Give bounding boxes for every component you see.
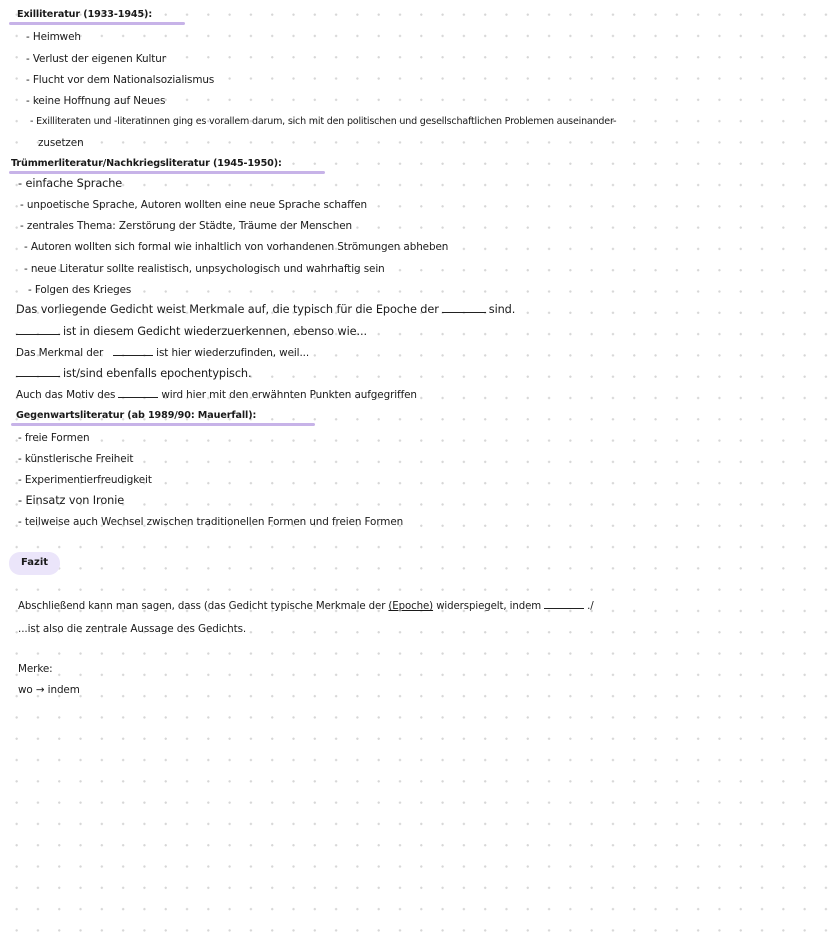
template-text: ist hier wiederzufinden, weil... xyxy=(156,347,310,359)
truemmer-item: - einfache Sprache xyxy=(18,177,123,190)
gegenwart-item: - freie Formen xyxy=(18,432,90,444)
truemmer-item: - neue Literatur sollte realistisch, unpsychologisch und wahrhaftig sein xyxy=(24,263,385,275)
exil-item: - Exilliteraten und -literatinnen ging es vorallem darum, sich mit den politischen und gesellschaftlichen Problemen auseinander- xyxy=(30,116,617,127)
exil-item-continued: zusetzen xyxy=(38,137,84,149)
template-line xyxy=(16,388,417,402)
gegenwart-item: - Einsatz von Ironie xyxy=(18,494,125,507)
exil-heading-underline xyxy=(9,22,185,25)
exil-item: - keine Hoffnung auf Neues xyxy=(26,95,166,107)
merke-line: wo → indem xyxy=(18,684,80,696)
fazit-text: ./ xyxy=(587,601,594,612)
fazit-text: widerspiegelt, indem xyxy=(436,601,542,612)
template-text: Auch das Motiv des xyxy=(16,389,116,401)
exil-item: - Heimweh xyxy=(26,31,81,43)
template-line xyxy=(16,367,251,381)
fill-blank xyxy=(544,599,584,609)
fill-blank xyxy=(113,346,153,356)
gegenwart-heading: Gegenwartsliteratur (ab 1989/90: Mauerfall): xyxy=(16,410,257,421)
exil-item: - Verlust der eigenen Kultur xyxy=(26,53,166,65)
fill-blank xyxy=(442,303,486,313)
template-text: Das Merkmal der xyxy=(16,347,104,359)
template-text: ist/sind ebenfalls epochentypisch. xyxy=(63,367,252,380)
gegenwart-item: - künstlerische Freiheit xyxy=(18,453,134,465)
exil-item: - Flucht vor dem Nationalsozialismus xyxy=(26,74,215,86)
template-line xyxy=(16,325,367,339)
truemmer-item: - Autoren wollten sich formal wie inhaltlich von vorhandenen Strömungen abheben xyxy=(24,241,449,253)
fill-blank xyxy=(16,325,60,335)
merke-heading: Merke: xyxy=(18,663,53,675)
template-text: wird hier mit den erwähnten Punkten aufgegriffen xyxy=(161,389,417,401)
fill-blank xyxy=(118,388,158,398)
fazit-text: Abschließend kann man sagen, dass (das Gedicht typische Merkmale der xyxy=(18,601,386,612)
template-line xyxy=(16,303,515,317)
fazit-badge xyxy=(9,552,60,575)
exil-heading: Exilliteratur (1933-1945): xyxy=(17,9,153,20)
fazit-label: Fazit xyxy=(21,557,49,568)
gegenwart-heading-underline xyxy=(11,423,315,426)
template-text: ist in diesem Gedicht wiederzuerkennen, ebenso wie... xyxy=(63,325,367,338)
fill-blank xyxy=(16,367,60,377)
template-text: sind. xyxy=(488,303,516,316)
truemmer-heading-underline xyxy=(9,171,325,174)
truemmer-item: - zentrales Thema: Zerstörung der Städte, Träume der Menschen xyxy=(20,220,353,232)
truemmer-item: - unpoetische Sprache, Autoren wollten eine neue Sprache schaffen xyxy=(20,199,368,211)
truemmer-heading: Trümmerliteratur/Nachkriegsliteratur (1945-1950): xyxy=(11,158,282,169)
fazit-line xyxy=(18,599,594,614)
gegenwart-item: - Experimentierfreudigkeit xyxy=(18,474,152,486)
truemmer-item: - Folgen des Krieges xyxy=(28,284,132,296)
gegenwart-item: - teilweise auch Wechsel zwischen traditionellen Formen und freien Formen xyxy=(18,516,404,528)
template-line xyxy=(16,346,309,360)
fazit-line: ...ist also die zentrale Aussage des Gedichts. xyxy=(18,623,247,635)
epoche-placeholder: (Epoche) xyxy=(388,601,434,612)
template-text: Das vorliegende Gedicht weist Merkmale auf, die typisch für die Epoche der xyxy=(16,303,439,316)
